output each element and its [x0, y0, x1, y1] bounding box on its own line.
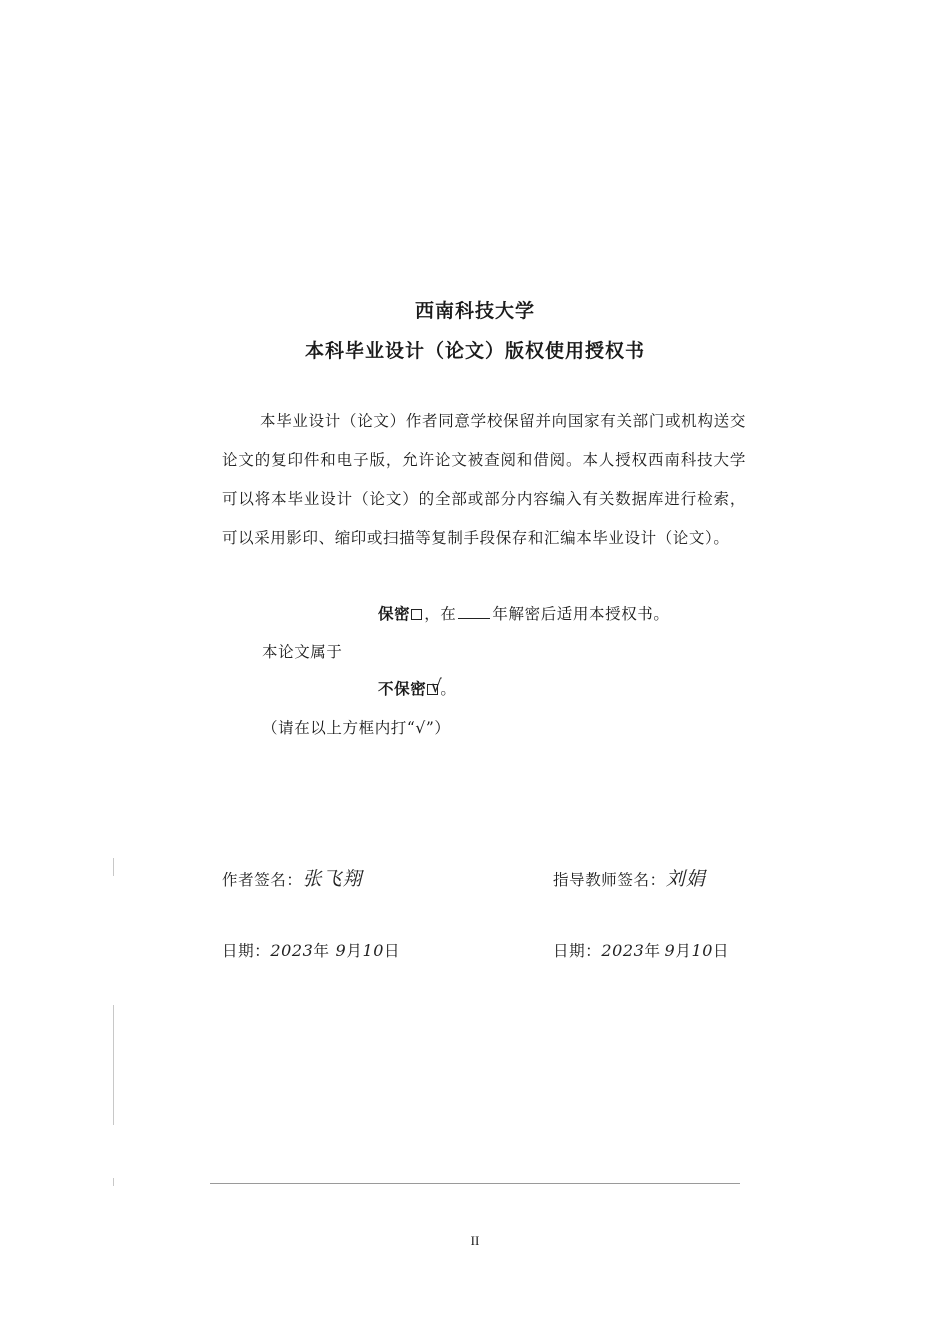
non-confidential-label: 不保密 — [378, 679, 427, 698]
author-signature: 张飞翔 — [302, 868, 363, 890]
year-char: 年 — [644, 942, 661, 960]
month-char: 月 — [346, 942, 363, 960]
advisor-date-month: 9 — [664, 941, 676, 960]
non-confidential-option — [378, 677, 456, 699]
author-signature-label: 作者签名： — [222, 871, 303, 889]
authorization-statement: 本毕业设计（论文）作者同意学校保留并向国家有关部门或机构送交论文的复印件和电子版，允许论文被查阅和借阅。本人授权西南科技大学可以将本毕业设计（论文）的全部或部分内容编入有关数据库进行检索，可以采用影印、缩印或扫描等复制手段保存和汇编本毕业设计（论文）。 — [222, 412, 746, 547]
author-date-row — [222, 939, 400, 961]
scan-edge-mark — [113, 858, 114, 876]
author-signature-row — [222, 864, 363, 891]
bottom-divider — [210, 1183, 740, 1184]
advisor-date-year: 2023 — [601, 941, 645, 960]
declassify-year-blank[interactable] — [458, 604, 490, 619]
confidential-label: 保密 — [378, 604, 411, 623]
page-number: II — [470, 1233, 480, 1248]
advisor-date-day: 10 — [691, 941, 713, 960]
university-title: 西南科技大学 — [414, 300, 535, 322]
advisor-date-row — [553, 939, 729, 961]
document-title: 本科毕业设计（论文）版权使用授权书 — [304, 340, 645, 362]
day-char: 日 — [713, 942, 730, 960]
confidential-checkbox-icon[interactable] — [411, 609, 422, 620]
advisor-signature: 刘娟 — [665, 868, 706, 890]
author-date-month: 9 — [335, 941, 347, 960]
advisor-signature-label: 指导教师签名： — [553, 871, 666, 889]
confidential-suffix: 年解密后适用本授权书。 — [492, 605, 670, 623]
scan-edge-mark — [113, 1178, 114, 1186]
month-char: 月 — [675, 942, 692, 960]
confidential-option — [378, 602, 670, 624]
advisor-date-label: 日期： — [553, 942, 602, 960]
day-char: 日 — [384, 942, 401, 960]
belongs-to-text: 本论文属于 — [262, 643, 343, 661]
non-confidential-checkbox-icon[interactable] — [427, 676, 443, 697]
author-date-label: 日期： — [222, 942, 271, 960]
instruction-text: （请在以上方框内打“√”） — [262, 719, 451, 737]
scan-edge-mark — [113, 1005, 114, 1125]
confidential-in-text: ，在 — [424, 605, 457, 623]
author-date-year: 2023 — [270, 941, 314, 960]
non-confidential-period: 。 — [440, 680, 457, 698]
advisor-signature-row — [553, 864, 706, 891]
year-char: 年 — [313, 942, 330, 960]
checkmark-icon: √ — [430, 676, 443, 697]
author-date-day: 10 — [362, 941, 384, 960]
